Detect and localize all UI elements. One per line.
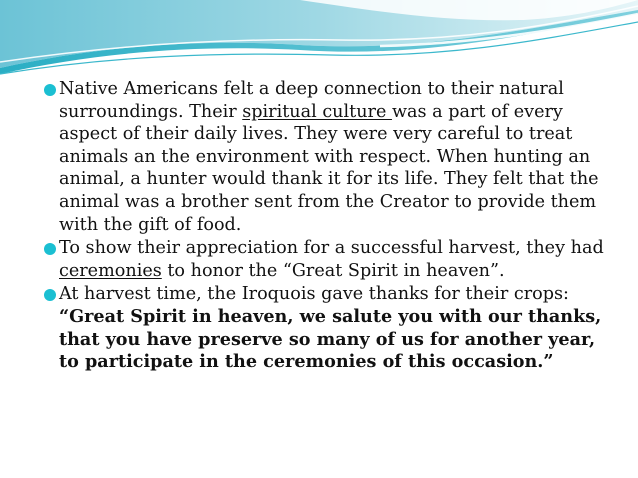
bullet-list [44,78,614,375]
bullet-dot-icon [44,243,56,255]
bullet-text: was a part of every aspect of their daily lives. They were very careful to treat animals an the environment with respect. When hunting an animal, a hunter would thank it for its life. They felt that the animal was a brother sent from the Creator to provide them with the gift of food. [59,101,599,235]
bullet-text: to honor the “Great Spirit in heaven”. [161,260,505,281]
bullet-dot-icon [44,84,56,96]
bullet-text: Native Americans felt a deep connection to their natural surroundings. Their [59,79,564,122]
bullet-dot-icon [44,289,56,301]
underlined-term: ceremonies [59,260,162,281]
underlined-term: spiritual culture [242,101,392,122]
iroquois-quote: “Great Spirit in heaven, we salute you with our thanks, that you have preserve so many of us for another year, to participate in the ceremonies of this occasion.” [59,305,602,373]
bullet-text: To show their appreciation for a successful harvest, they had [59,238,604,259]
bullet-text: At harvest time, the Iroquois gave thanks for their crops: [59,284,569,305]
bullet-item [44,237,614,282]
bullet-item [44,283,614,373]
header-wave-decoration [0,0,638,80]
bullet-item [44,78,614,236]
